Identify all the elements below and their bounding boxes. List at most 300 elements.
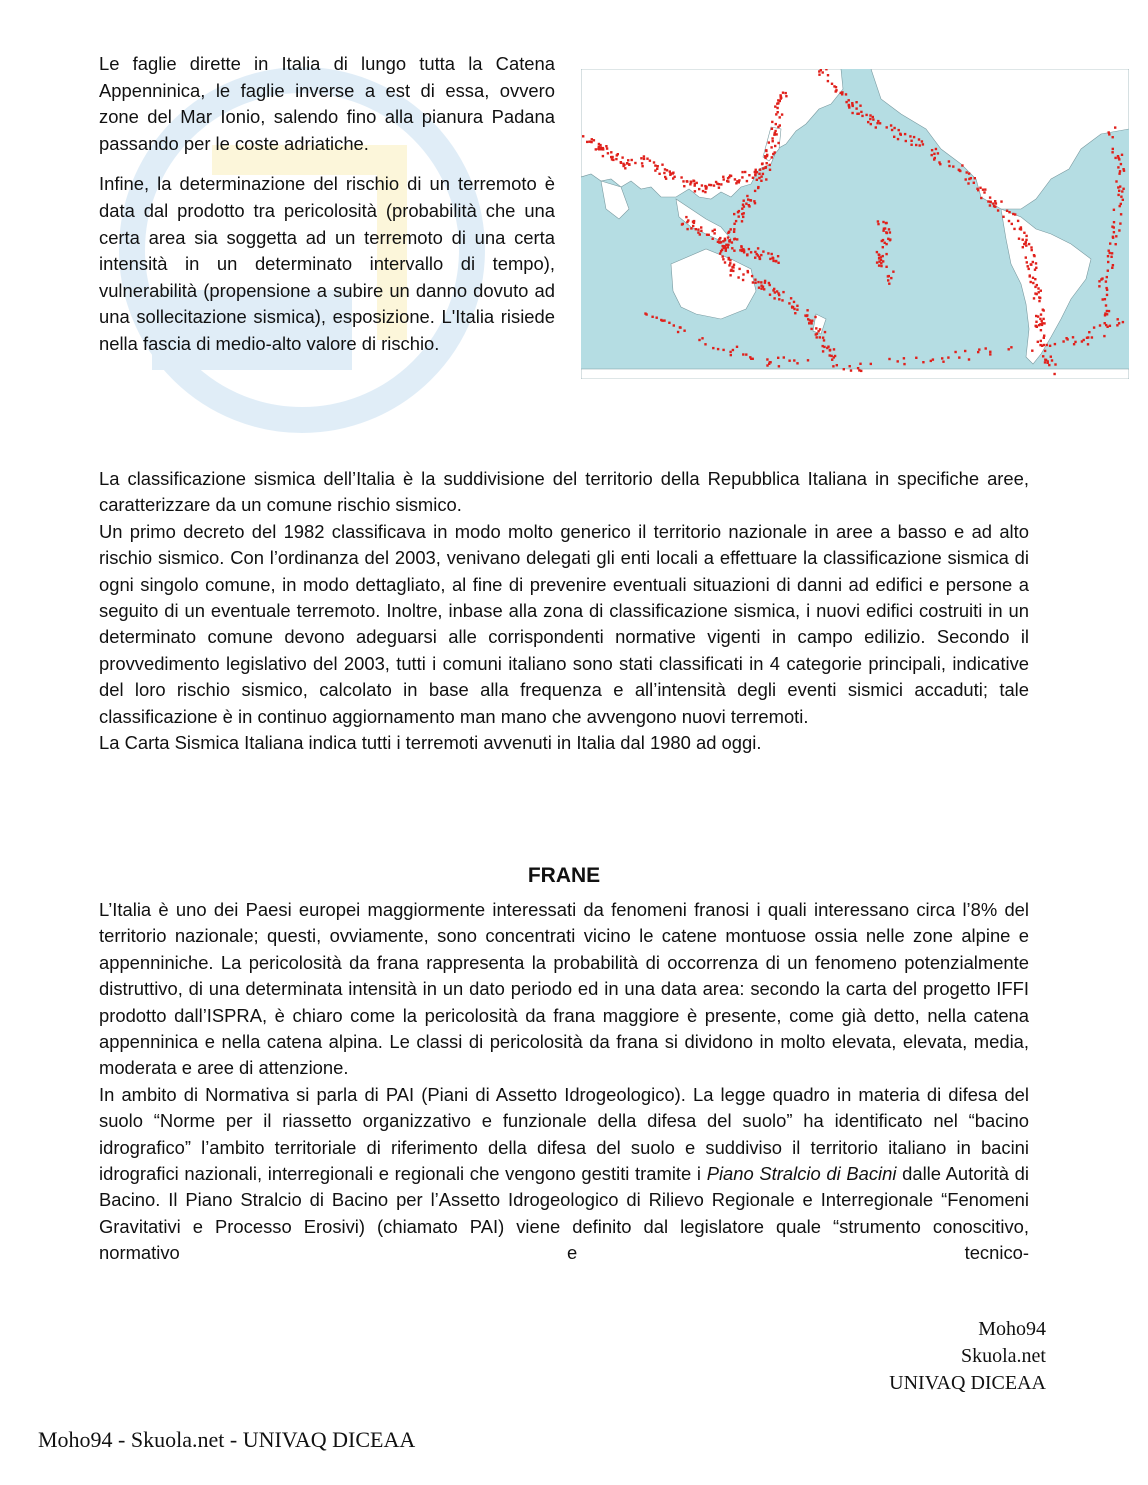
earthquake-dot	[845, 93, 847, 95]
earthquake-dot	[1107, 255, 1109, 257]
earthquake-dot	[700, 226, 702, 228]
earthquake-dot	[1116, 324, 1118, 326]
earthquake-dot	[742, 353, 744, 355]
earthquake-dot	[810, 322, 812, 324]
frane-paragraph-1: L’Italia è uno dei Paesi europei maggiormente interessati da fenomeni franosi i quali interessano circa l’8% del territorio nazionale; questi, ovviamente, sono concentrati vicino le catene montuose ossia nelle zone alpine e appenniniche. La pericolosità da frana rappresenta la probabilità di occorrenza di un fenomeno potenzialmente distruttivo, di una determinata intensità in un dato periodo ed in una data area: secondo la carta del progetto IFFI prodotto dall’ISPRA, è chiaro come la pericolosità da frana maggiore è presente, come già detto, nella catena appenninica e nella catena alpina. Le classi di pericolosità da frana si dividono in molto elevata, elevata, media, moderata e aree di attenzione.	[99, 899, 1029, 1079]
earthquake-dot	[781, 299, 783, 301]
earthquake-dot	[852, 105, 854, 107]
earthquake-dot	[765, 150, 767, 152]
earthquake-dot	[1114, 157, 1116, 159]
earthquake-dot	[669, 174, 671, 176]
earthquake-dot	[1112, 264, 1114, 266]
intro-paragraph-2: Infine, la determinazione del rischio di un terremoto è data dal prodotto tra pericolosità (probabilità che una certa area sia soggetta ad un terremoto di una certa intensità in un determinato intervallo di tempo), vulnerabilità (propensione a subire un danno dovuto ad una sollecitazione sismica), esposizione. L'Italia risiede nella fascia di medio-alto valore di rischio.	[99, 173, 555, 354]
earthquake-dot	[682, 223, 684, 225]
earthquake-dot	[663, 172, 665, 174]
earthquake-dot	[772, 260, 774, 262]
earthquake-dot	[740, 246, 742, 248]
earthquake-dot	[948, 160, 950, 162]
earthquake-dot	[759, 258, 761, 260]
earthquake-dot	[918, 138, 920, 140]
earthquake-dot	[977, 351, 979, 353]
earthquake-dot	[612, 159, 614, 161]
earthquake-dot	[1013, 228, 1015, 230]
earthquake-dot	[686, 228, 688, 230]
earthquake-dot	[757, 186, 759, 188]
earthquake-dot	[885, 266, 887, 268]
earthquake-dot	[770, 146, 772, 148]
earthquake-dot	[824, 331, 826, 333]
earthquake-dot	[760, 281, 762, 283]
earthquake-dot	[772, 257, 774, 259]
earthquake-dot	[600, 148, 602, 150]
earthquake-dot	[796, 362, 798, 364]
earthquake-dot	[806, 309, 808, 311]
earthquake-dot	[698, 188, 700, 190]
earthquake-dot	[722, 240, 724, 242]
earthquake-dot	[1117, 166, 1119, 168]
earthquake-dot	[1099, 324, 1101, 326]
earthquake-dot	[1040, 340, 1042, 342]
earthquake-dot	[646, 158, 648, 160]
earthquake-dot	[995, 202, 997, 204]
earthquake-dot	[774, 130, 776, 132]
earthquake-dot	[922, 143, 924, 145]
earthquake-dot	[621, 156, 623, 158]
earthquake-dot	[968, 172, 970, 174]
earthquake-dot	[849, 365, 851, 367]
earthquake-dot	[845, 101, 847, 103]
earthquake-dot	[748, 204, 750, 206]
earthquake-dot	[723, 245, 725, 247]
earthquake-dot	[1032, 261, 1034, 263]
earthquake-dot	[1035, 321, 1037, 323]
earthquake-dot	[979, 187, 981, 189]
earthquake-dot	[992, 202, 994, 204]
earthquake-dot	[815, 327, 817, 329]
earthquake-dot	[809, 319, 811, 321]
earthquake-dot	[880, 256, 882, 258]
earthquake-dot	[893, 136, 895, 138]
earthquake-dot	[722, 255, 724, 257]
earthquake-dot	[774, 291, 776, 293]
earthquake-dot	[831, 359, 833, 361]
earthquake-dot	[989, 204, 991, 206]
earthquake-dot	[1111, 267, 1113, 269]
earthquake-dot	[1011, 223, 1013, 225]
earthquake-dot	[775, 123, 777, 125]
earthquake-dot	[964, 350, 966, 352]
earthquake-dot	[954, 351, 956, 353]
earthquake-dot	[820, 69, 822, 71]
earthquake-dot	[727, 232, 729, 234]
earthquake-dot	[771, 121, 773, 123]
earthquake-dot	[1033, 297, 1035, 299]
earthquake-dot	[1119, 170, 1121, 172]
earthquake-dot	[742, 204, 744, 206]
earthquake-dot	[870, 363, 872, 365]
earthquake-dot	[730, 269, 732, 271]
earthquake-dot	[867, 121, 869, 123]
earthquake-dot	[881, 240, 883, 242]
earthquake-dot	[776, 103, 778, 105]
earthquake-dot	[794, 312, 796, 314]
earthquake-dot	[1106, 310, 1108, 312]
earthquake-dot	[1028, 243, 1030, 245]
earthquake-map-svg	[581, 69, 1129, 379]
earthquake-dot	[1108, 131, 1110, 133]
earthquake-dot	[605, 145, 607, 147]
earthquake-dot	[640, 157, 642, 159]
earthquake-dot	[782, 291, 784, 293]
earthquake-dot	[876, 261, 878, 263]
earthquake-dot	[775, 133, 777, 135]
earthquake-dot	[743, 200, 745, 202]
earthquake-dot	[736, 238, 738, 240]
earthquake-dot	[775, 260, 777, 262]
earthquake-dot	[1098, 285, 1100, 287]
earthquake-dot	[765, 178, 767, 180]
earthquake-dot	[728, 258, 730, 260]
earthquake-dot	[610, 151, 612, 153]
earthquake-dot	[1033, 254, 1035, 256]
earthquake-dot	[741, 220, 743, 222]
earthquake-dot	[731, 241, 733, 243]
earthquake-dot	[905, 140, 907, 142]
earthquake-dot	[778, 365, 780, 367]
earthquake-dot	[779, 116, 781, 118]
earthquake-dot	[1030, 246, 1032, 248]
earthquake-dot	[586, 141, 588, 143]
earthquake-dot	[897, 360, 899, 362]
earthquake-dot	[841, 91, 843, 93]
earthquake-dot	[582, 135, 584, 137]
earthquake-dot	[1034, 292, 1036, 294]
earthquake-dot	[880, 265, 882, 267]
earthquake-dot	[876, 122, 878, 124]
earthquake-dot	[689, 183, 691, 185]
earthquake-dot	[751, 275, 753, 277]
earthquake-dot	[1032, 282, 1034, 284]
earthquake-dot	[690, 227, 692, 229]
earthquake-dot	[726, 180, 728, 182]
earthquake-dot	[701, 184, 703, 186]
earthquake-dot	[1043, 322, 1045, 324]
earthquake-dot	[754, 190, 756, 192]
earthquake-dot	[989, 196, 991, 198]
earthquake-dot	[973, 182, 975, 184]
earthquake-dot	[872, 116, 874, 118]
earthquake-dot	[1112, 136, 1114, 138]
earthquake-dot	[769, 361, 771, 363]
earthquake-dot	[622, 165, 624, 167]
earthquake-dot	[836, 364, 838, 366]
earthquake-dot	[877, 220, 879, 222]
earthquake-dot	[870, 123, 872, 125]
earthquake-dot	[1049, 345, 1051, 347]
earthquake-dot	[877, 120, 879, 122]
earthquake-dot	[661, 164, 663, 166]
earthquake-dot	[987, 200, 989, 202]
earthquake-dot	[1054, 343, 1056, 345]
earthquake-dot	[668, 322, 670, 324]
earthquake-dot	[754, 251, 756, 253]
earthquake-dot	[698, 339, 700, 341]
earthquake-dot	[888, 228, 890, 230]
earthquake-dot	[1108, 310, 1110, 312]
earthquake-dot	[829, 349, 831, 351]
earthquake-dot	[1043, 335, 1045, 337]
earthquake-dot	[876, 251, 878, 253]
earthquake-dot	[1111, 226, 1113, 228]
earthquake-dot	[816, 336, 818, 338]
earthquake-dot	[1044, 361, 1046, 363]
earthquake-dot	[1025, 256, 1027, 258]
earthquake-dot	[851, 102, 853, 104]
earthquake-dot	[826, 347, 828, 349]
earthquake-dot	[733, 228, 735, 230]
earthquake-dot	[889, 231, 891, 233]
earthquake-dot	[777, 255, 779, 257]
earthquake-dot	[932, 358, 934, 360]
earthquake-dot	[1117, 194, 1119, 196]
earthquake-dot	[1111, 151, 1113, 153]
earthquake-dot	[1119, 205, 1121, 207]
earthquake-dot	[890, 277, 892, 279]
earthquake-dot	[1119, 185, 1121, 187]
earthquake-dot	[848, 104, 850, 106]
earthquake-dot	[779, 94, 781, 96]
signature-site: Skuola.net	[961, 1345, 1046, 1367]
earthquake-dot	[762, 173, 764, 175]
earthquake-dot	[732, 266, 734, 268]
frane-p2-text-a: In ambito di Normativa si parla di PAI (Piani di Assetto Idrogeologico). La legge quadro in materia di difesa del suolo “Norme per il riassetto organizzativo e funzionale della difesa del suolo” ha identificato nel “bacino idrografico” l’ambito territoriale di riferimento della difesa del suolo e suddiviso il territorio italiano in bacini idrografici nazionali, interregionali e regionali che vengono gestiti tramite i	[99, 1083, 1029, 1185]
earthquake-dot	[641, 165, 643, 167]
earthquake-dot	[1103, 335, 1105, 337]
earthquake-dot	[796, 309, 798, 311]
earthquake-dot	[762, 250, 764, 252]
earthquake-dot	[685, 216, 687, 218]
earthquake-dot	[1109, 242, 1111, 244]
earthquake-dot	[1043, 337, 1045, 339]
earthquake-dot	[757, 247, 759, 249]
earthquake-dot	[679, 326, 681, 328]
earthquake-dot	[695, 228, 697, 230]
earthquake-dot	[1025, 239, 1027, 241]
earthquake-dot	[1029, 275, 1031, 277]
earthquake-dot	[1042, 318, 1044, 320]
earthquake-dot	[735, 182, 737, 184]
earthquake-dot	[602, 155, 604, 157]
earthquake-dot	[1122, 199, 1124, 201]
earthquake-dot	[961, 164, 963, 166]
earthquake-dot	[915, 144, 917, 146]
earthquake-dot	[790, 297, 792, 299]
earthquake-dot	[1121, 190, 1123, 192]
earthquake-dot	[1047, 362, 1049, 364]
earthquake-dot	[1041, 320, 1043, 322]
earthquake-dot	[1091, 336, 1093, 338]
earthquake-dot	[930, 360, 932, 362]
earthquake-dot	[631, 159, 633, 161]
earthquake-dot	[742, 216, 744, 218]
earthquake-dot	[993, 205, 995, 207]
earthquake-dot	[827, 74, 829, 76]
earthquake-dot	[742, 273, 744, 275]
earthquake-dot	[885, 231, 887, 233]
earthquake-dot	[785, 95, 787, 97]
earthquake-dot	[823, 346, 825, 348]
earthquake-dot	[1106, 294, 1108, 296]
earthquake-dot	[1043, 344, 1045, 346]
earthquake-dot	[1109, 325, 1111, 327]
earthquake-dot	[727, 244, 729, 246]
earthquake-dot	[1035, 325, 1037, 327]
earthquake-dot	[858, 369, 860, 371]
earthquake-dot	[848, 99, 850, 101]
earthquake-dot	[724, 261, 726, 263]
earthquake-dot	[766, 154, 768, 156]
earthquake-dot	[683, 185, 685, 187]
earthquake-dot	[693, 222, 695, 224]
earthquake-dot	[1012, 213, 1014, 215]
earthquake-dot	[1030, 263, 1032, 265]
earthquake-dot	[778, 294, 780, 296]
earthquake-dot	[1062, 340, 1064, 342]
classification-paragraph-1: La classificazione sismica dell’Italia è la suddivisione del territorio della Repubblica Italiana in specifiche aree, caratterizzare da un comune rischio sismico.	[99, 468, 1029, 516]
earthquake-dot	[888, 283, 890, 285]
earthquake-dot	[1051, 359, 1053, 361]
earthquake-dot	[796, 305, 798, 307]
earthquake-dot	[994, 200, 996, 202]
earthquake-dot	[903, 363, 905, 365]
earthquake-dot	[827, 80, 829, 82]
earthquake-dot	[959, 170, 961, 172]
earthquake-dot	[730, 228, 732, 230]
earthquake-dot	[771, 137, 773, 139]
earthquake-dot	[788, 302, 790, 304]
earthquake-dot	[942, 361, 944, 363]
earthquake-dot	[746, 254, 748, 256]
earthquake-dot	[607, 152, 609, 154]
earthquake-dot	[818, 74, 820, 76]
earthquake-dot	[738, 210, 740, 212]
earthquake-dot	[1025, 244, 1027, 246]
earthquake-dot	[880, 262, 882, 264]
earthquake-dot	[627, 159, 629, 161]
earthquake-dot	[810, 328, 812, 330]
earthquake-dot	[780, 97, 782, 99]
earthquake-dot	[777, 142, 779, 144]
earthquake-dot	[759, 169, 761, 171]
earthquake-dot	[755, 169, 757, 171]
earthquake-dot	[766, 358, 768, 360]
earthquake-dot	[700, 230, 702, 232]
earthquake-dot	[764, 282, 766, 284]
earthquake-dot	[752, 177, 754, 179]
earthquake-dot	[762, 167, 764, 169]
earthquake-dot	[850, 369, 852, 371]
earthquake-dot	[1098, 280, 1100, 282]
earthquake-dot	[1118, 173, 1120, 175]
earthquake-dot	[1000, 200, 1002, 202]
earthquake-dot	[713, 184, 715, 186]
earthquake-dot	[756, 179, 758, 181]
earthquake-dot	[1120, 196, 1122, 198]
earthquake-dot	[615, 158, 617, 160]
earthquake-dot	[807, 359, 809, 361]
earthquake-dot	[754, 279, 756, 281]
earthquake-dot	[745, 203, 747, 205]
earthquake-dot	[1042, 355, 1044, 357]
earthquake-dot	[704, 191, 706, 193]
earthquake-dot	[746, 180, 748, 182]
earthquake-dot	[877, 223, 879, 225]
earthquake-dot	[758, 287, 760, 289]
earthquake-dot	[1040, 290, 1042, 292]
earthquake-dot	[771, 156, 773, 158]
earthquake-dot	[779, 124, 781, 126]
earthquake-dot	[754, 257, 756, 259]
earthquake-dot	[1065, 337, 1067, 339]
earthquake-dot	[781, 113, 783, 115]
earthquake-dot	[835, 89, 837, 91]
earthquake-dot	[658, 173, 660, 175]
earthquake-dot	[1107, 261, 1109, 263]
earthquake-dot	[722, 258, 724, 260]
earthquake-dot	[886, 126, 888, 128]
earthquake-dot	[728, 264, 730, 266]
earthquake-dot	[611, 156, 613, 158]
earthquake-dot	[887, 275, 889, 277]
earthquake-dot	[822, 337, 824, 339]
earthquake-dot	[1087, 336, 1089, 338]
earthquake-dot	[706, 234, 708, 236]
earthquake-dot	[1102, 298, 1104, 300]
earthquake-dot	[1072, 336, 1074, 338]
earthquake-dot	[757, 281, 759, 283]
earthquake-dot	[697, 228, 699, 230]
earthquake-dot	[1122, 188, 1124, 190]
earthquake-dot	[792, 306, 794, 308]
earthquake-dot	[897, 138, 899, 140]
earthquake-dot	[741, 176, 743, 178]
earthquake-dot	[1107, 270, 1109, 272]
earthquake-dot	[622, 163, 624, 165]
earthquake-dot	[663, 319, 665, 321]
earthquake-dot	[1120, 163, 1122, 165]
intro-paragraph-1: Le faglie dirette in Italia di lungo tutta la Catena Appenninica, le faglie inverse a est di essa, ovvero zone del Mar Ionio, salendo fino alla pianura Padana passando per le coste adriatiche.	[99, 53, 555, 154]
earthquake-dot	[773, 297, 775, 299]
earthquake-dot	[1111, 252, 1113, 254]
earthquake-dot	[857, 367, 859, 369]
earthquake-dot	[1040, 329, 1042, 331]
earthquake-dot	[1118, 229, 1120, 231]
earthquake-dot	[1106, 313, 1108, 315]
earthquake-dot	[1026, 261, 1028, 263]
earthquake-dot	[1104, 298, 1106, 300]
earthquake-dot	[878, 253, 880, 255]
earthquake-dot	[722, 349, 724, 351]
earthquake-dot	[723, 178, 725, 180]
earthquake-dot	[748, 174, 750, 176]
earthquake-dot	[738, 181, 740, 183]
earthquake-dot	[909, 135, 911, 137]
earthquake-dot	[1118, 190, 1120, 192]
earthquake-dot	[777, 99, 779, 101]
earthquake-dot	[1104, 314, 1106, 316]
intro-section	[99, 51, 1129, 379]
earthquake-dot	[1053, 373, 1055, 375]
